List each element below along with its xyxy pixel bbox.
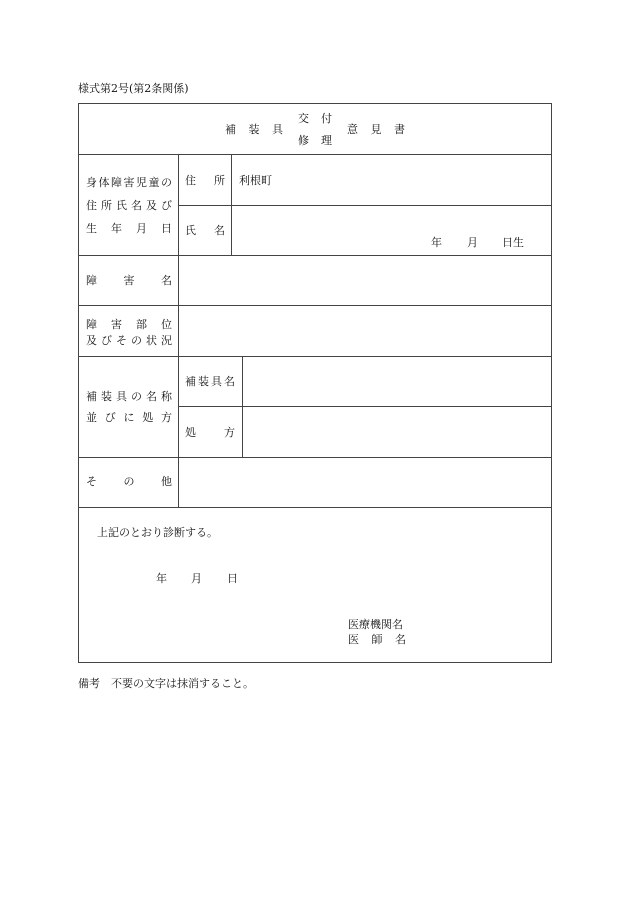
row-divider-disability-name	[79, 305, 551, 306]
patient-label-line2: 住 所 氏 名 及 び	[86, 199, 172, 212]
column-divider-patient-sub	[231, 154, 232, 255]
disability-site-label-line1: 障 害 部 位	[86, 318, 172, 331]
address-label: 住 所	[185, 174, 225, 187]
column-divider-device-sub	[242, 356, 243, 457]
doctor-name-label: 医 師 名	[348, 633, 406, 646]
prescription-label: 処 方	[185, 426, 235, 439]
title-char: 補	[225, 123, 236, 136]
title-option-issue	[298, 113, 332, 124]
diagnosis-month-label: 月	[191, 572, 202, 585]
row-divider-disability-site	[79, 356, 551, 357]
device-label-line1: 補 装 具 の 名 称	[86, 390, 172, 403]
row-divider-patient	[79, 255, 551, 256]
title-char: 具	[272, 123, 283, 136]
title-char: 意	[347, 123, 358, 136]
diagnosis-statement: 上記のとおり診断する。	[97, 526, 218, 539]
diagnosis-day-label: 日	[227, 572, 238, 585]
disability-site-label-line2: 及 び そ の 状 況	[86, 334, 172, 347]
row-divider-device	[79, 457, 551, 458]
birth-day-label: 日生	[502, 236, 524, 249]
title-char: 付	[321, 112, 332, 125]
remarks-note: 備考 不要の文字は抹消すること。	[78, 677, 254, 690]
opinion-form-table	[78, 103, 552, 663]
form-title-main	[225, 124, 283, 135]
title-char: 理	[321, 134, 332, 147]
row-divider-title	[79, 154, 551, 155]
device-label-line2: 並 び に 処 方	[86, 411, 172, 424]
device-name-label: 補 装 具 名	[185, 375, 235, 388]
column-divider-main	[178, 154, 179, 507]
title-option-repair	[298, 135, 332, 146]
medical-institution-label: 医療機関名	[348, 618, 403, 631]
name-label: 氏 名	[185, 224, 225, 237]
address-value: 利根町	[239, 174, 272, 187]
other-label: そ の 他	[86, 475, 172, 488]
patient-label-line3: 生 年 月 日	[86, 222, 172, 235]
row-divider-device-name-prescription	[179, 406, 551, 407]
row-divider-other	[79, 507, 551, 508]
birth-month-label: 月	[467, 236, 478, 249]
disability-name-label: 障 害 名	[86, 274, 172, 287]
birth-year-label: 年	[431, 236, 442, 249]
diagnosis-year-label: 年	[156, 572, 167, 585]
title-char: 交	[298, 112, 309, 125]
patient-label-line1: 身 体 障 害 児 童 の	[86, 176, 172, 189]
title-char: 修	[298, 134, 309, 147]
form-title-suffix	[347, 124, 405, 135]
form-number-label: 様式第2号(第2条関係)	[78, 82, 189, 95]
title-char: 見	[370, 123, 382, 136]
title-char: 書	[394, 123, 405, 136]
title-char: 装	[248, 123, 260, 136]
row-divider-address-name	[179, 205, 551, 206]
